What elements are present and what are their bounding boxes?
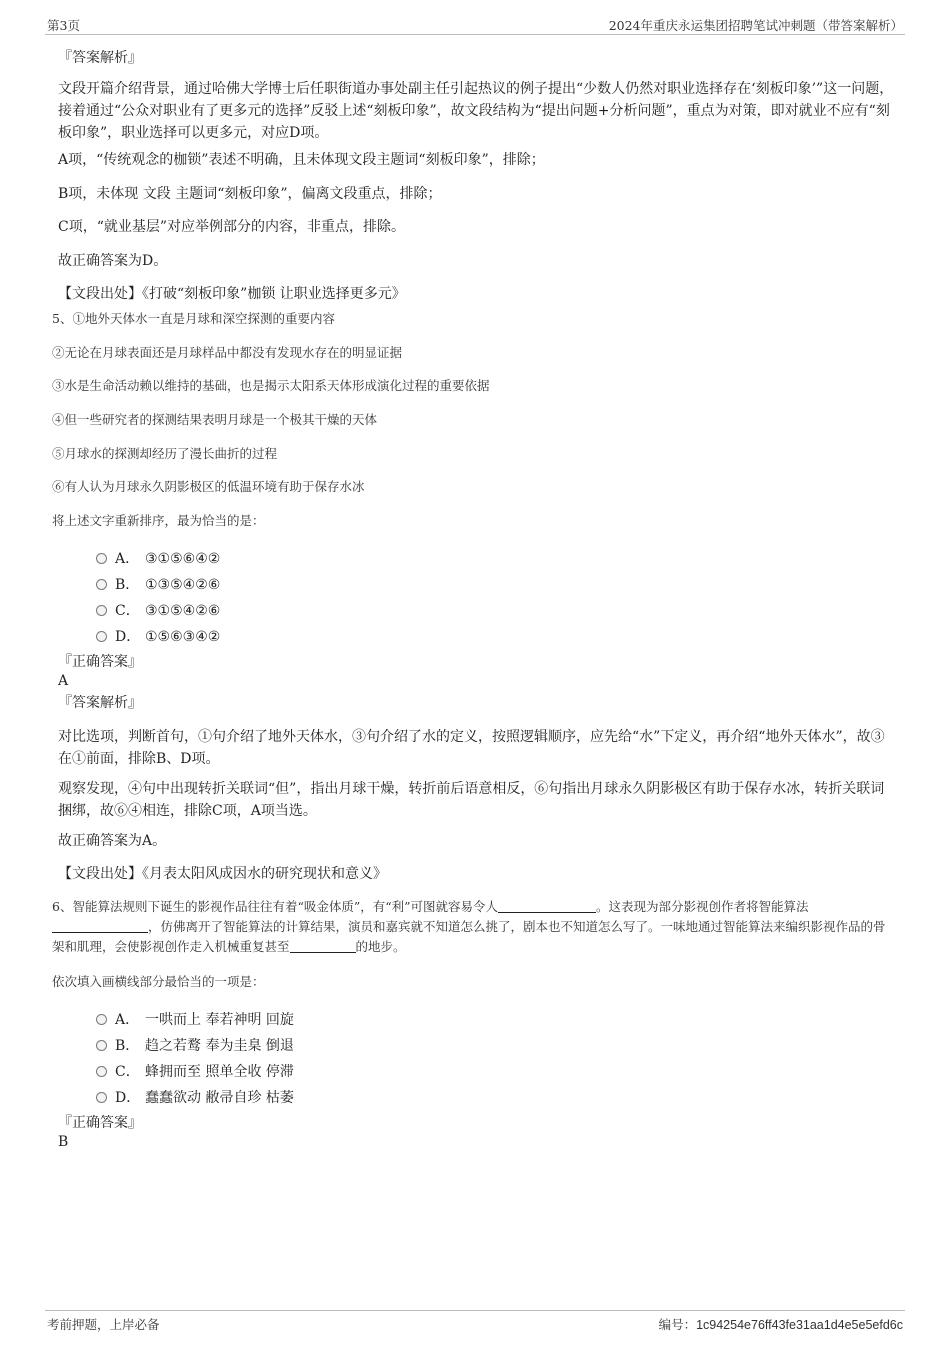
q6-option-d[interactable]: D． 蠢蠢欲动 敝帚自珍 枯萎 bbox=[96, 1087, 294, 1107]
q6-prompt: 依次填入画横线部分最恰当的一项是： bbox=[52, 974, 265, 989]
page-header bbox=[45, 14, 905, 35]
q5-answer: A bbox=[58, 673, 69, 689]
radio-icon[interactable] bbox=[96, 1040, 107, 1051]
q5-stem-2: ②无论在月球表面还是月球样品中都没有发现水存在的明显证据 bbox=[52, 345, 403, 360]
q5-stem-3: ③水是生命活动赖以维持的基础，也是揭示太阳系天体形成演化过程的重要依据 bbox=[52, 378, 490, 393]
radio-icon[interactable] bbox=[96, 605, 107, 616]
q5-conclusion: 故正确答案为A。 bbox=[58, 833, 167, 849]
q5-stem-5: ⑤月球水的探测却经历了漫长曲折的过程 bbox=[52, 446, 278, 461]
q5-source: 【文段出处】《月表太阳风成因水的研究现状和意义》 bbox=[58, 866, 387, 882]
q5-stem-1: 5、①地外天体水一直是月球和深空探测的重要内容 bbox=[52, 311, 335, 326]
radio-icon[interactable] bbox=[96, 579, 107, 590]
q5-analysis-label: 『答案解析』 bbox=[58, 695, 142, 711]
radio-icon[interactable] bbox=[96, 631, 107, 642]
fill-blank bbox=[52, 918, 148, 933]
page-number: 第3页 bbox=[47, 18, 80, 33]
document-title: 2024年重庆永运集团招聘笔试冲刺题（带答案解析） bbox=[608, 18, 903, 33]
footer-slogan: 考前押题，上岸必备 bbox=[47, 1317, 160, 1332]
q5-analysis-paragraph-1: 对比选项，判断首句，①句介绍了地外天体水，③句介绍了水的定义，按照逻辑顺序，应先给“水”下定义，再介绍“地外天体水”，故③在①前面，排除B、D项。 bbox=[58, 729, 885, 767]
q5-stem-6: ⑥有人认为月球永久阴影极区的低温环境有助于保存水冰 bbox=[52, 479, 365, 494]
q4-source: 【文段出处】《打破“刻板印象”枷锁 让职业选择更多元》 bbox=[58, 286, 406, 302]
q5-prompt: 将上述文字重新排序，最为恰当的是： bbox=[52, 513, 265, 528]
q5-option-b[interactable]: B． ①③⑤④②⑥ bbox=[96, 574, 220, 594]
q6-option-c[interactable]: C． 蜂拥而至 照单全收 停滞 bbox=[96, 1061, 294, 1081]
radio-icon[interactable] bbox=[96, 1092, 107, 1103]
q4-analysis-option-a: A项，“传统观念的枷锁”表述不明确，且未体现文段主题词“刻板印象”，排除； bbox=[58, 152, 545, 168]
fill-blank bbox=[290, 938, 356, 953]
q4-conclusion: 故正确答案为D。 bbox=[58, 253, 168, 269]
q6-answer-label: 『正确答案』 bbox=[58, 1115, 142, 1131]
q4-analysis-label: 『答案解析』 bbox=[58, 50, 142, 66]
q6-stem: 6、智能算法规则下诞生的影视作品往往有着“吸金体质”，有“利”可图就容易令人 。这表现为部分影视创作者将智能算法，仿佛离开了智能算法的计算结果，演员和嘉宾就不知道怎么挑了，剧本也不知道怎么写了。一味地通过智能算法来编织影视作品的骨架和肌理，会使影视创作走入机械重复甚至 的地步。 bbox=[52, 899, 886, 954]
q5-analysis-paragraph-2: 观察发现，④句中出现转折关联词“但”，指出月球干燥，转折前后语意相反，⑥句指出月球永久阴影极区有助于保存水冰，转折关联词捆绑，故⑥④相连，排除C项，A项当选。 bbox=[58, 781, 885, 819]
q5-option-a[interactable]: A． ③①⑤⑥④② bbox=[96, 548, 220, 568]
q4-analysis-option-c: C项，“就业基层”对应举例部分的内容，非重点，排除。 bbox=[58, 219, 406, 235]
radio-icon[interactable] bbox=[96, 1066, 107, 1077]
page-footer bbox=[45, 1310, 905, 1332]
q6-answer: B bbox=[58, 1134, 69, 1150]
q4-analysis-option-b: B项，未体现 文段 主题词“刻板印象”，偏离文段重点，排除； bbox=[58, 186, 442, 202]
radio-icon[interactable] bbox=[96, 553, 107, 564]
q4-analysis-paragraph: 文段开篇介绍背景，通过哈佛大学博士后任职街道办事处副主任引起热议的例子提出“少数人仍然对职业选择存在‘刻板印象’”这一问题，接着通过“公众对职业有了更多元的选择”反驳上述“刻板印象”，故文段结构为“提出问题+分析问题”，重点为对策，即对就业不应有“刻板印象”，职业选择可以更多元，对应D项。 bbox=[58, 81, 894, 141]
radio-icon[interactable] bbox=[96, 1014, 107, 1025]
q5-stem-4: ④但一些研究者的探测结果表明月球是一个极其干燥的天体 bbox=[52, 412, 378, 427]
q5-option-c[interactable]: C． ③①⑤④②⑥ bbox=[96, 600, 220, 620]
fill-blank bbox=[498, 898, 596, 913]
q6-option-a[interactable]: A． 一哄而上 奉若神明 回旋 bbox=[96, 1009, 294, 1029]
footer-id: 编号：1c94254e76ff43fe31aa1d4e5e5efd6c bbox=[658, 1318, 903, 1332]
q5-option-d[interactable]: D． ①⑤⑥③④② bbox=[96, 626, 220, 646]
q5-answer-label: 『正确答案』 bbox=[58, 654, 142, 670]
q6-option-b[interactable]: B． 趋之若鹜 奉为圭臬 倒退 bbox=[96, 1035, 294, 1055]
